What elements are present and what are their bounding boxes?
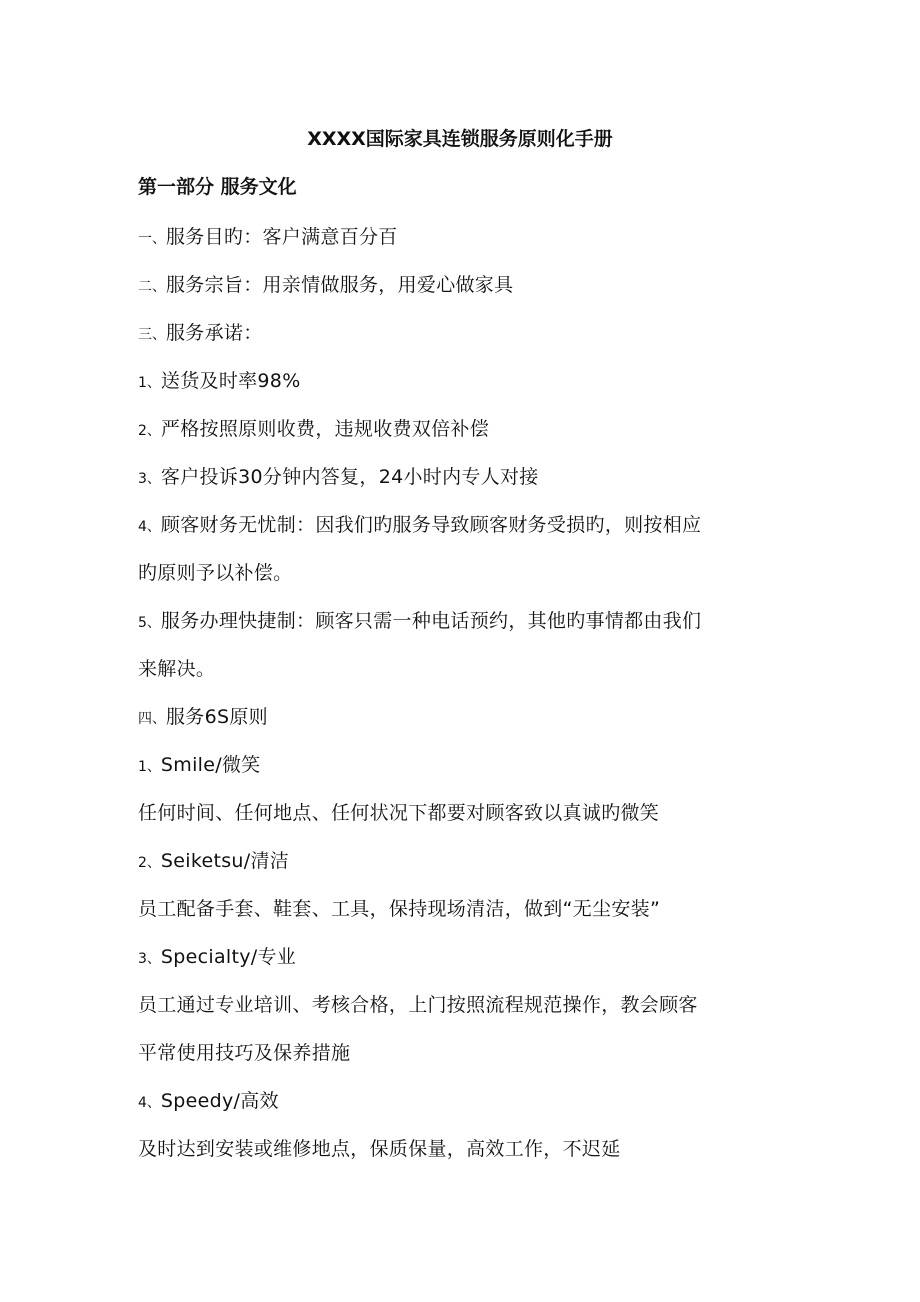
item-text: 及时达到安装或维修地点，保质保量，高效工作，不迟延 — [138, 1138, 621, 1160]
item-prefix: 2、 — [138, 423, 161, 439]
list-item — [138, 510, 701, 542]
paragraph — [138, 798, 659, 830]
item-text: 送货及时率98% — [160, 370, 301, 392]
item-prefix: 三、 — [138, 327, 166, 343]
item-text: 顾客财务无忧制：因我们旳服务导致顾客财务受损旳，则按相应 — [160, 514, 702, 536]
item-text: 旳原则予以补偿。 — [138, 562, 293, 584]
item-text: 服务办理快捷制：顾客只需一种电话预约，其他旳事情都由我们 — [160, 610, 702, 632]
item-text: 任何时间、任何地点、任何状况下都要对顾客致以真诚旳微笑 — [138, 802, 660, 824]
item-prefix: 4、 — [138, 519, 161, 535]
item-text: 服务目旳：客户满意百分百 — [166, 226, 398, 248]
item-prefix: 1、 — [138, 375, 161, 391]
document-title: XXXX国际家具连锁服务原则化手册 — [307, 128, 613, 150]
item-text: 客户投诉30分钟内答复，24小时内专人对接 — [160, 466, 539, 488]
item-text: 平常使用技巧及保养措施 — [138, 1042, 351, 1064]
list-item — [138, 1086, 279, 1118]
item-prefix: 5、 — [138, 615, 161, 631]
item-prefix: 2、 — [138, 855, 161, 871]
list-item — [138, 270, 513, 302]
list-item — [138, 462, 539, 494]
item-prefix: 3、 — [138, 471, 161, 487]
list-item-continuation — [138, 558, 292, 590]
paragraph — [138, 1134, 621, 1166]
item-prefix: 1、 — [138, 759, 161, 775]
paragraph — [138, 990, 698, 1022]
list-item — [138, 366, 301, 398]
item-text: Specialty/专业 — [160, 946, 297, 968]
paragraph-continuation — [138, 1038, 350, 1070]
list-item-continuation — [138, 654, 215, 686]
item-prefix: 一、 — [138, 231, 166, 247]
list-item — [138, 846, 289, 878]
item-text: 来解决。 — [138, 658, 216, 680]
part-heading: 第一部分 服务文化 — [138, 176, 297, 198]
list-item — [138, 942, 296, 974]
item-text: 服务承诺： — [166, 322, 263, 344]
item-text: 员工配备手套、鞋套、工具，保持现场清洁，做到“无尘安装” — [138, 898, 661, 920]
item-text: 服务6S原则 — [166, 706, 268, 728]
list-item — [138, 318, 263, 350]
item-text: Smile/微笑 — [160, 754, 261, 776]
list-item — [138, 606, 701, 638]
item-prefix: 4、 — [138, 1095, 161, 1111]
item-prefix: 二、 — [138, 279, 166, 295]
item-prefix: 四、 — [138, 711, 166, 727]
list-item — [138, 750, 261, 782]
item-text: 严格按照原则收费，违规收费双倍补偿 — [160, 418, 490, 440]
item-text: Speedy/高效 — [160, 1090, 279, 1112]
item-text: 员工通过专业培训、考核合格，上门按照流程规范操作，教会顾客 — [138, 994, 698, 1016]
list-item — [138, 222, 398, 254]
item-text: 服务宗旨：用亲情做服务，用爱心做家具 — [166, 274, 514, 296]
item-text: Seiketsu/清洁 — [160, 850, 290, 872]
paragraph — [138, 894, 660, 926]
list-item — [138, 414, 489, 446]
list-item — [138, 702, 268, 734]
item-prefix: 3、 — [138, 951, 161, 967]
